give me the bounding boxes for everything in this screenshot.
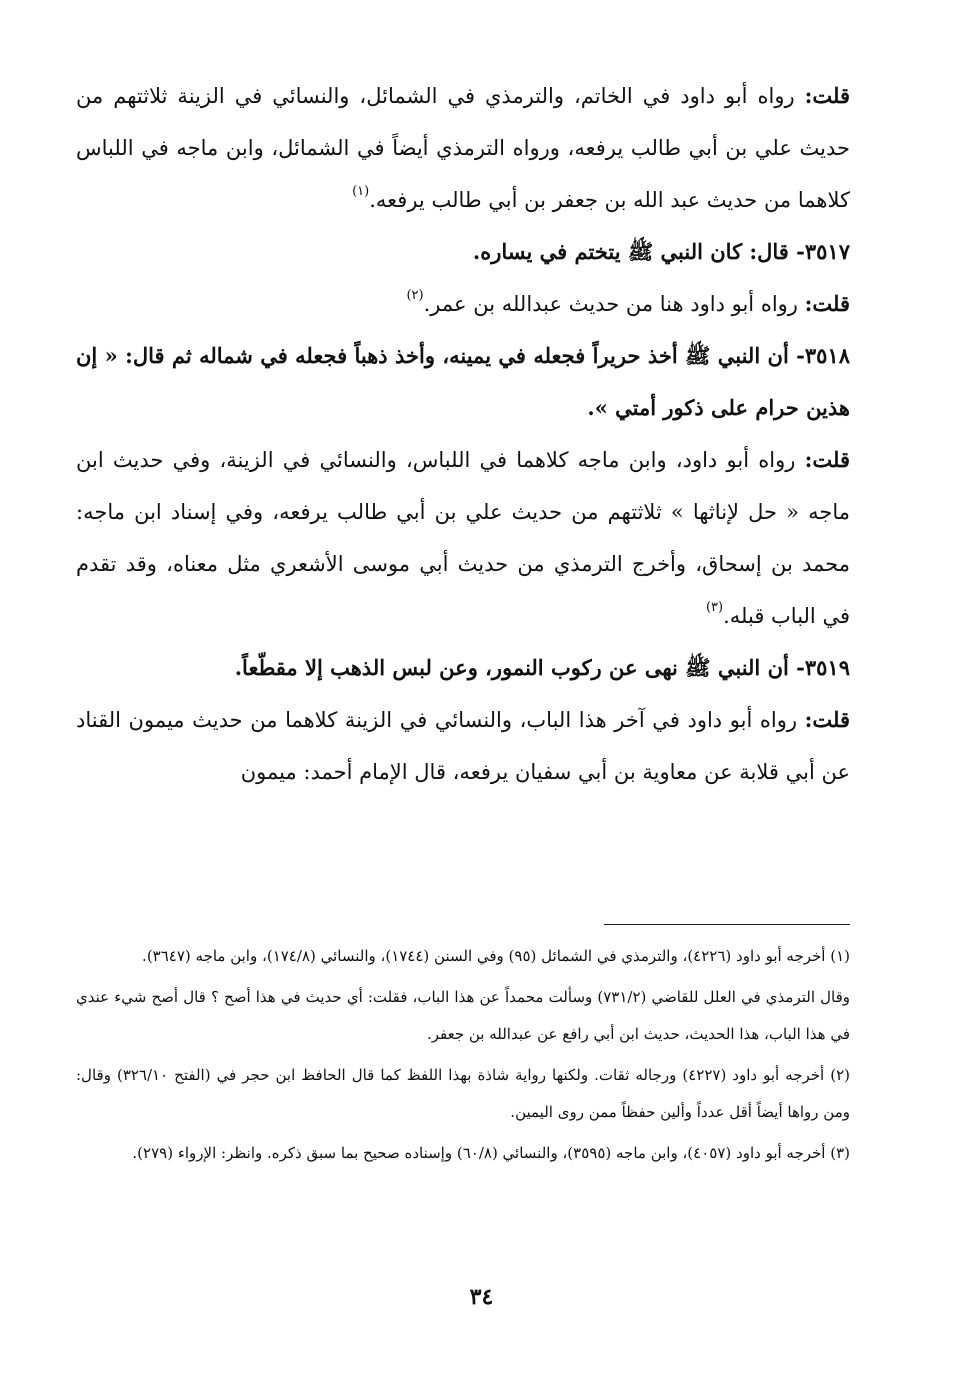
- footnote-divider: [604, 924, 850, 925]
- page-number: ٣٤: [469, 1284, 494, 1310]
- footnotes: [76, 938, 850, 1176]
- footnote-ref[interactable]: (٣): [705, 600, 724, 615]
- footnote: (٢) أخرجه أبو داود (٤٢٢٧) ورجاله ثقات. ولكنها رواية شاذة بهذا اللفظ كما قال الحافظ ابن حجر في (الفتح ٣٢٦/١٠) وقال: ومن رواها أيضاً أقل عدداً وألين حفظاً ممن روى اليمين.: [76, 1066, 851, 1121]
- paragraph-note: [76, 70, 850, 226]
- hadith-heading: ٣٥١٨- أن النبي ﷺ أخذ حريراً فجعله في يمينه، وأخذ ذهباً فجعله في شماله ثم قال: « إن هذين حرام على ذكور أمتي ».: [76, 343, 850, 420]
- main-text: [76, 70, 850, 798]
- paragraph-text: رواه أبو داود في الخاتم، والترمذي في الشمائل، والنسائي في الزينة ثلاثتهم من حديث علي بن أبي طالب يرفعه، ورواه الترمذي أيضاً في الشمائل، وابن ماجه في اللباس كلاهما من حديث عبد الله بن جعفر بن أبي طالب يرفعه.: [76, 84, 850, 212]
- paragraph-label: قلت:: [804, 447, 850, 472]
- paragraph-note: [76, 694, 850, 798]
- paragraph-text: رواه أبو داود، وابن ماجه كلاهما في اللباس، والنسائي في الزينة، وفي حديث ابن ماجه « حل لإناثها » ثلاثتهم من حديث علي بن أبي طالب يرفعه، وفي إسناد ابن ماجه: محمد بن إسحاق، وأخرج الترمذي من حديث أبي موسى الأشعري مثل معناه، وقد تقدم في الباب قبله.: [76, 448, 850, 628]
- paragraph-label: قلت:: [804, 83, 850, 108]
- paragraph-label: قلت:: [804, 707, 850, 732]
- hadith-heading: ٣٥١٩- أن النبي ﷺ نهى عن ركوب النمور، وعن لبس الذهب إلا مقطّعاً.: [234, 655, 850, 680]
- paragraph-text: رواه أبو داود هنا من حديث عبدالله بن عمر.: [423, 292, 798, 316]
- footnote: (٣) أخرجه أبو داود (٤٠٥٧)، وابن ماجه (٣٥٩٥)، والنسائي (٦٠/٨) وإسناده صحيح بما سبق ذكره. وانظر: الإرواء (٢٧٩).: [132, 1144, 850, 1162]
- paragraph-note: [76, 278, 850, 330]
- footnote-ref[interactable]: (٢): [406, 288, 424, 303]
- footnote: وقال الترمذي في العلل للقاضي (٧٣١/٢) وسألت محمداً عن هذا الباب، فقلت: أي حديث في هذا أصح ؟ قال أصح شيء عندي في هذا الباب، هذا الحديث، حديث ابن أبي رافع عن عبدالله بن جعفر.: [76, 988, 850, 1043]
- footnote-ref[interactable]: (١): [352, 184, 370, 199]
- paragraph-note: [76, 434, 850, 642]
- footnote: (١) أخرجه أبو داود (٤٢٢٦)، والترمذي في الشمائل (٩٥) وفي السنن (١٧٤٤)، والنسائي (١٧٤/٨)، وابن ماجه (٣٦٤٧).: [142, 947, 850, 965]
- paragraph-text: رواه أبو داود في آخر هذا الباب، والنسائي في الزينة كلاهما من حديث ميمون القناد عن أبي قلابة عن معاوية بن أبي سفيان يرفعه، قال الإمام أحمد: ميمون: [76, 708, 850, 784]
- paragraph-label: قلت:: [804, 291, 850, 316]
- hadith-heading: ٣٥١٧- قال: كان النبي ﷺ يتختم في يساره.: [472, 239, 850, 264]
